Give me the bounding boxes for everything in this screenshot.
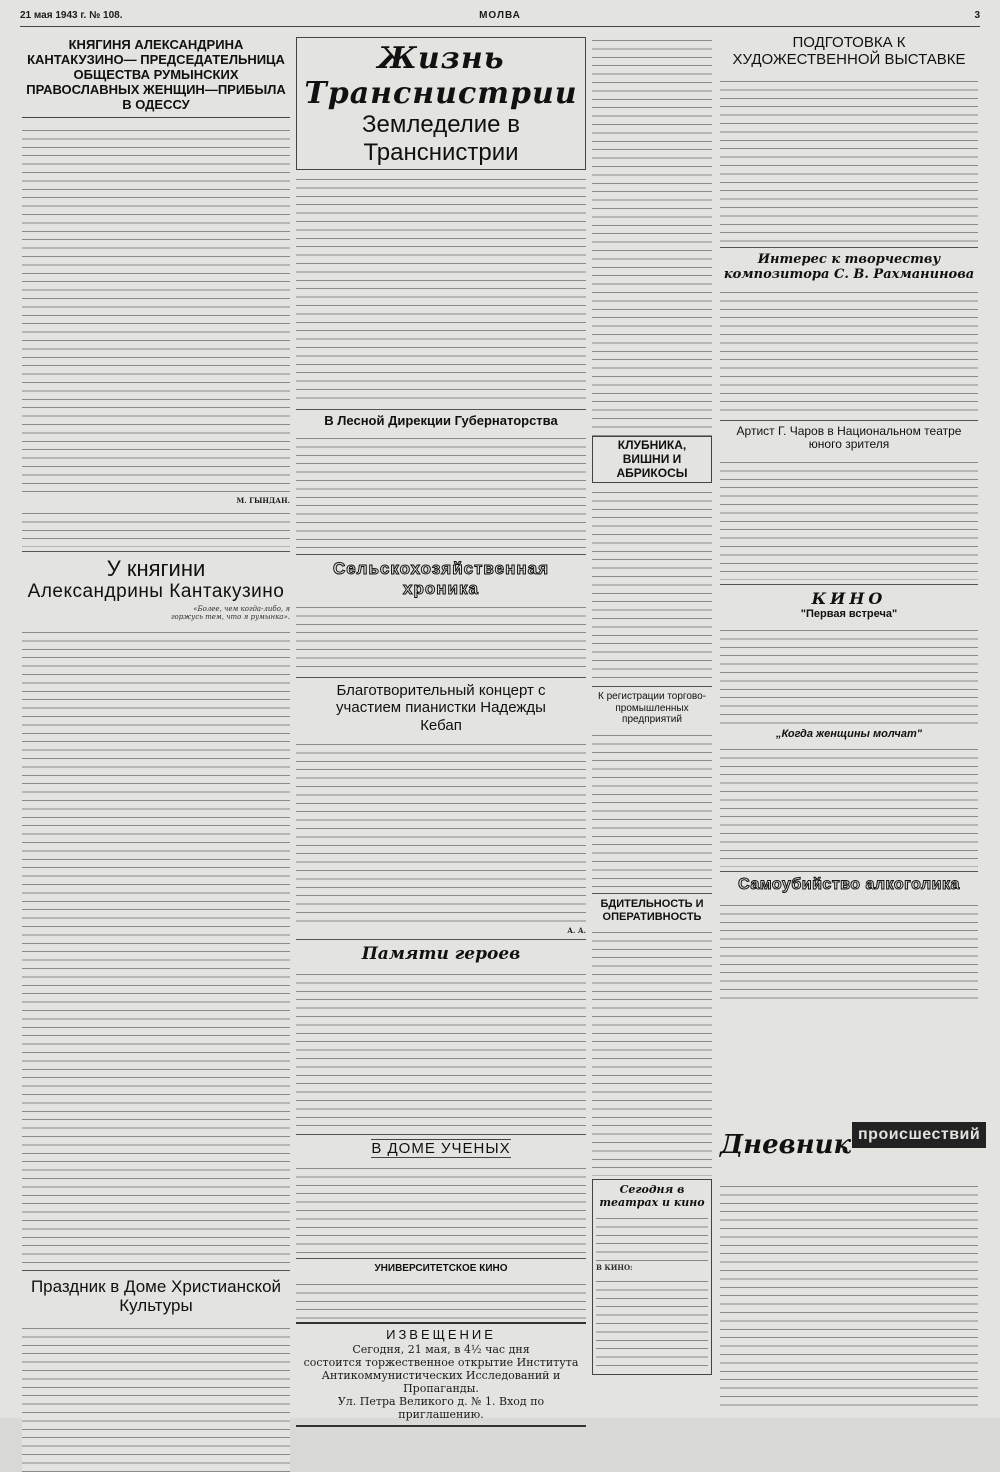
- notice-box: [296, 1322, 586, 1427]
- film-title-women-silent: „Когда женщины молчат": [776, 727, 922, 740]
- article-title-scientists: В ДОМЕ УЧЕНЫХ: [371, 1139, 511, 1157]
- theatre-listing-title: Сегодня в театрах и кино: [599, 1183, 705, 1210]
- newspaper-title: МОЛВА: [479, 10, 521, 21]
- film-review-women-silent: [720, 743, 978, 867]
- article-body-concert: [296, 738, 586, 924]
- divider: [22, 551, 290, 552]
- article-body-university-cinema: [296, 1278, 586, 1322]
- article-body-agriculture: [296, 173, 586, 405]
- date-line: 21 мая 1943 г. № 108.: [20, 10, 123, 21]
- article-body-charov: [720, 456, 978, 580]
- article-title-exhibition: ПОДГОТОВКА К ХУДОЖЕСТВЕННОЙ ВЫСТАВКЕ: [732, 34, 966, 69]
- article-body-continued: [22, 507, 290, 547]
- article-title-concert: Благотворительный концерт с участием пианистки Надежды Кебап: [336, 682, 546, 734]
- article-body-exhibition: [720, 75, 978, 243]
- notice-line-4: Ул. Петра Великого д. № 1. Вход по приглашению.: [337, 1394, 545, 1421]
- article-title-charov: Артист Г. Чаров в Национальном театре юного зрителя: [736, 423, 962, 452]
- article-title-princess-essay-2: Александрины Кантакузино: [27, 580, 285, 602]
- article-title-berries: КЛУБНИКА, ВИШНИ И АБРИКОСЫ: [592, 436, 712, 483]
- divider: [720, 420, 978, 421]
- kino-label: В КИНО:: [596, 1263, 633, 1273]
- article-body-princess-arrival: [22, 124, 290, 494]
- theatre-listing-box: [592, 1179, 712, 1374]
- article-body-agri-chronicle: [296, 601, 586, 673]
- film-review-first-meeting: [720, 624, 978, 728]
- article-body-rachmaninov: [720, 286, 978, 416]
- incidents-title-script: Дневник: [720, 1130, 852, 1160]
- incidents-heading: [712, 1110, 981, 1176]
- article-title-culture-holiday: Праздник в Доме Христианской Культуры: [30, 1276, 282, 1316]
- article-body-forest: [296, 432, 586, 550]
- kino-section-title: КИНО: [811, 589, 887, 609]
- incidents-body: [720, 1180, 978, 1406]
- article-title-alcohol: Самоубийство алкоголика: [738, 876, 960, 894]
- article-title-forest: В Лесной Дирекции Губернаторства: [324, 413, 558, 429]
- divider: [296, 409, 586, 410]
- article-signature-concert: А. А.: [567, 925, 586, 935]
- notice-line-1: Сегодня, 21 мая, в 4½ час дня: [352, 1342, 530, 1356]
- article-title-princess-essay-1: У княгини: [106, 555, 206, 581]
- theatre-listing-body: [596, 1212, 708, 1262]
- article-body-princess-essay: [22, 626, 290, 1266]
- masthead: [20, 10, 980, 24]
- kino-listing-body: [596, 1275, 708, 1371]
- divider: [22, 1270, 290, 1271]
- transnistria-banner: [296, 37, 586, 170]
- article-body-scientists: [296, 1162, 586, 1254]
- left-column: [22, 34, 290, 1410]
- divider: [592, 686, 712, 687]
- divider: [720, 871, 978, 872]
- article-body-registration: [592, 729, 712, 889]
- incidents-title-block: происшествий: [852, 1122, 986, 1148]
- notice-title: ИЗВЕЩЕНИЕ: [386, 1326, 496, 1342]
- article-body-alcohol: [720, 899, 978, 1005]
- middle-column: [296, 34, 586, 1421]
- article-title-vigilance: БДИТЕЛЬНОСТЬ И ОПЕРАТИВНОСТЬ: [600, 897, 704, 923]
- article-title-university-cinema: УНИВЕРСИТЕТСКОЕ КИНО: [374, 1263, 508, 1275]
- banner-script-title: Жизнь Транснистрии: [304, 41, 578, 111]
- article-title-agri-chronicle: Сельскохозяйственная хроника: [332, 559, 550, 598]
- page-number: 3: [974, 10, 980, 21]
- article-title-registration: К регистрации торгово-промышленных предприятий: [597, 691, 706, 726]
- masthead-rule: [20, 26, 980, 27]
- divider: [592, 893, 712, 894]
- film-title-first-meeting: "Первая встреча": [800, 608, 898, 621]
- article-title-princess-arrival: КНЯГИНЯ АЛЕКСАНДРИНА КАНТАКУЗИНО— ПРЕДСЕДАТЕЛЬНИЦА ОБЩЕСТВА РУМЫНСКИХ ПРАВОСЛАВНЫХ ЖЕНЩИН—ПРИБЫЛА В ОДЕССУ: [22, 34, 290, 118]
- article-signature: М. ГЫНДАН.: [236, 495, 290, 505]
- divider: [296, 1258, 586, 1259]
- article-body-agriculture-cont: [592, 34, 712, 436]
- article-title-rachmaninov: Интерес к творчеству композитора С. В. Рахманинова: [723, 251, 975, 282]
- article-body-culture-holiday: [22, 1322, 290, 1472]
- article-epigraph: «Более, чем когда-либо, я горжусь тем, что я румынка».: [170, 604, 290, 622]
- article-title-heroes: Памяти героев: [361, 943, 521, 964]
- notice-line-2: состоится торжественное открытие Института: [303, 1355, 579, 1369]
- divider: [296, 554, 586, 555]
- divider: [296, 677, 586, 678]
- divider: [720, 584, 978, 585]
- article-body-berries: [592, 486, 712, 682]
- article-body-heroes: [296, 968, 586, 1130]
- article-title-agriculture: Земледелие в Транснистрии: [362, 111, 520, 166]
- notice-line-3: Антикоммунистических Исследований и Пропаганды.: [321, 1368, 561, 1395]
- divider: [296, 1134, 586, 1135]
- divider: [720, 247, 978, 248]
- center-right-column: [592, 34, 712, 1410]
- article-body-vigilance: [592, 926, 712, 1176]
- divider: [296, 939, 586, 940]
